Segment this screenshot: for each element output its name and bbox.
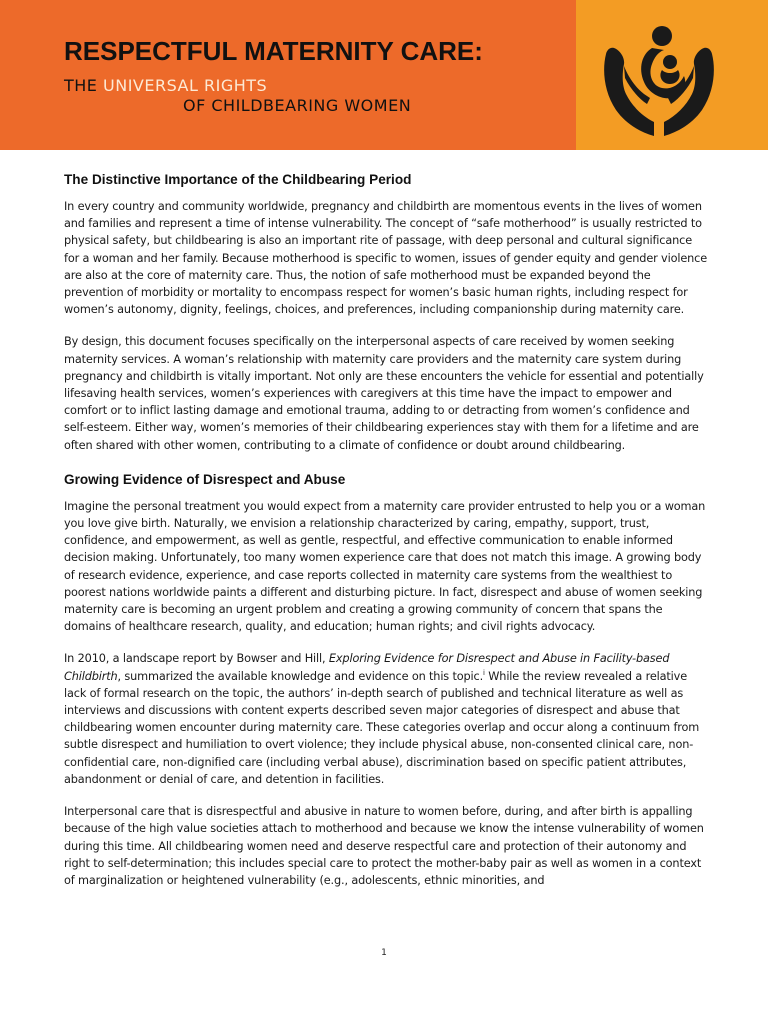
subtitle-the: THE (64, 76, 98, 95)
section-heading: Growing Evidence of Disrespect and Abuse (64, 471, 346, 487)
body-paragraph: Imagine the personal treatment you would expect from a maternity care provider entrusted to help you or a woman you love give birth. Naturally, we envision a relationship characterized by caring, empathy, support, trust, confidence, and empowerment, as well as gentle, respectful, and effective communication to enable informed decision making. Unfortunately, too many women experience care that does not match this image. A growing body of research evidence, experience, and case reports collected in maternity care systems from the wealthiest to poorest nations worldwide paints a different and disturbing picture. In fact, disrespect and abuse of women seeking maternity care is becoming an urgent problem and creating a growing community of concern that spans the domains of healthcare research, quality, and education; human rights; and civil rights advocacy. (64, 499, 706, 634)
section-heading: The Distinctive Importance of the Childbearing Period (64, 172, 412, 187)
body-paragraph: In every country and community worldwide, pregnancy and childbirth are momentous events in the lives of women and families and represent a time of intense vulnerability. The concept of “safe motherhood” is usually restricted to physical safety, but childbearing is also an important rite of passage, with deep personal and cultural significance for a woman and her family. Because motherhood is specific to women, issues of gender equity and gender violence are also at the core of maternity care. Thus, the notion of safe motherhood must be expanded beyond the prevention of morbidity or mortality to encompass respect for women’s basic human rights, including respect for women’s autonomy, dignity, feelings, choices, and preferences, including companionship during maternity care. (64, 200, 707, 317)
report-rest: While the review revealed a relative lack of formal research on the topic, the authors’ in-depth search of published and technical literature as well as interviews and discussions with content experts described seven major categories of disrespect and abuse that childbearing women encounter during maternity care. These categories overlap and occur along a continuum from subtle disrespect and humiliation to overt violence; they include physical abuse, non-consented clinical care, non-confidential care, non-dignified care (including verbal abuse), discrimination based on specific patient attributes, abandonment or denial of care, and detention in facilities. (64, 669, 700, 786)
report-lead: In 2010, a landscape report by Bowser and Hill, (64, 652, 329, 666)
subtitle-highlight: UNIVERSAL RIGHTS (103, 76, 268, 95)
page-number: 1 (381, 948, 387, 958)
document-body (64, 170, 710, 904)
body-paragraph: Interpersonal care that is disrespectful and abusive in nature to women before, during, and after birth is appalling because of the high value societies attach to motherhood and because we know the intense vulnerability of women during this time. All childbearing women need and deserve respectful care and protection of their autonomy and right to self-determination; this includes special care to protect the mother-baby pair as well as women in a context of marginalization or heightened vulnerability (e.g., adolescents, ethnic minorities, and (64, 805, 704, 887)
document-title: RESPECTFUL MATERNITY CARE: (64, 36, 483, 66)
subtitle-line-1 (64, 76, 267, 95)
body-paragraph: By design, this document focuses specifically on the interpersonal aspects of care received by women seeking maternity services. A woman’s relationship with maternity care providers and the maternity care system during pregnancy and childbirth is vitally important. Not only are these encounters the vehicle for essential and potentially lifesaving health services, women’s experiences with caregivers at this time have the impact to empower and comfort or to inflict lasting damage and emotional trauma, adding to or detracting from women’s confidence and self-esteem. Either way, women’s memories of their childbearing experiences stay with them for a lifetime and are often shared with other women, contributing to a climate of confidence or doubt around childbearing. (64, 335, 704, 452)
header-banner (0, 0, 768, 150)
report-title: Exploring Evidence for Disrespect and Abuse in Facility-based Childbirth (64, 652, 670, 683)
hands-holding-mother-child-icon (592, 10, 726, 144)
footnote-marker[interactable]: i (483, 668, 485, 677)
body-paragraph (64, 650, 710, 788)
report-mid: , summarized the available knowledge and evidence on this topic. (117, 669, 484, 683)
subtitle-line-2: OF CHILDBEARING WOMEN (183, 96, 412, 115)
